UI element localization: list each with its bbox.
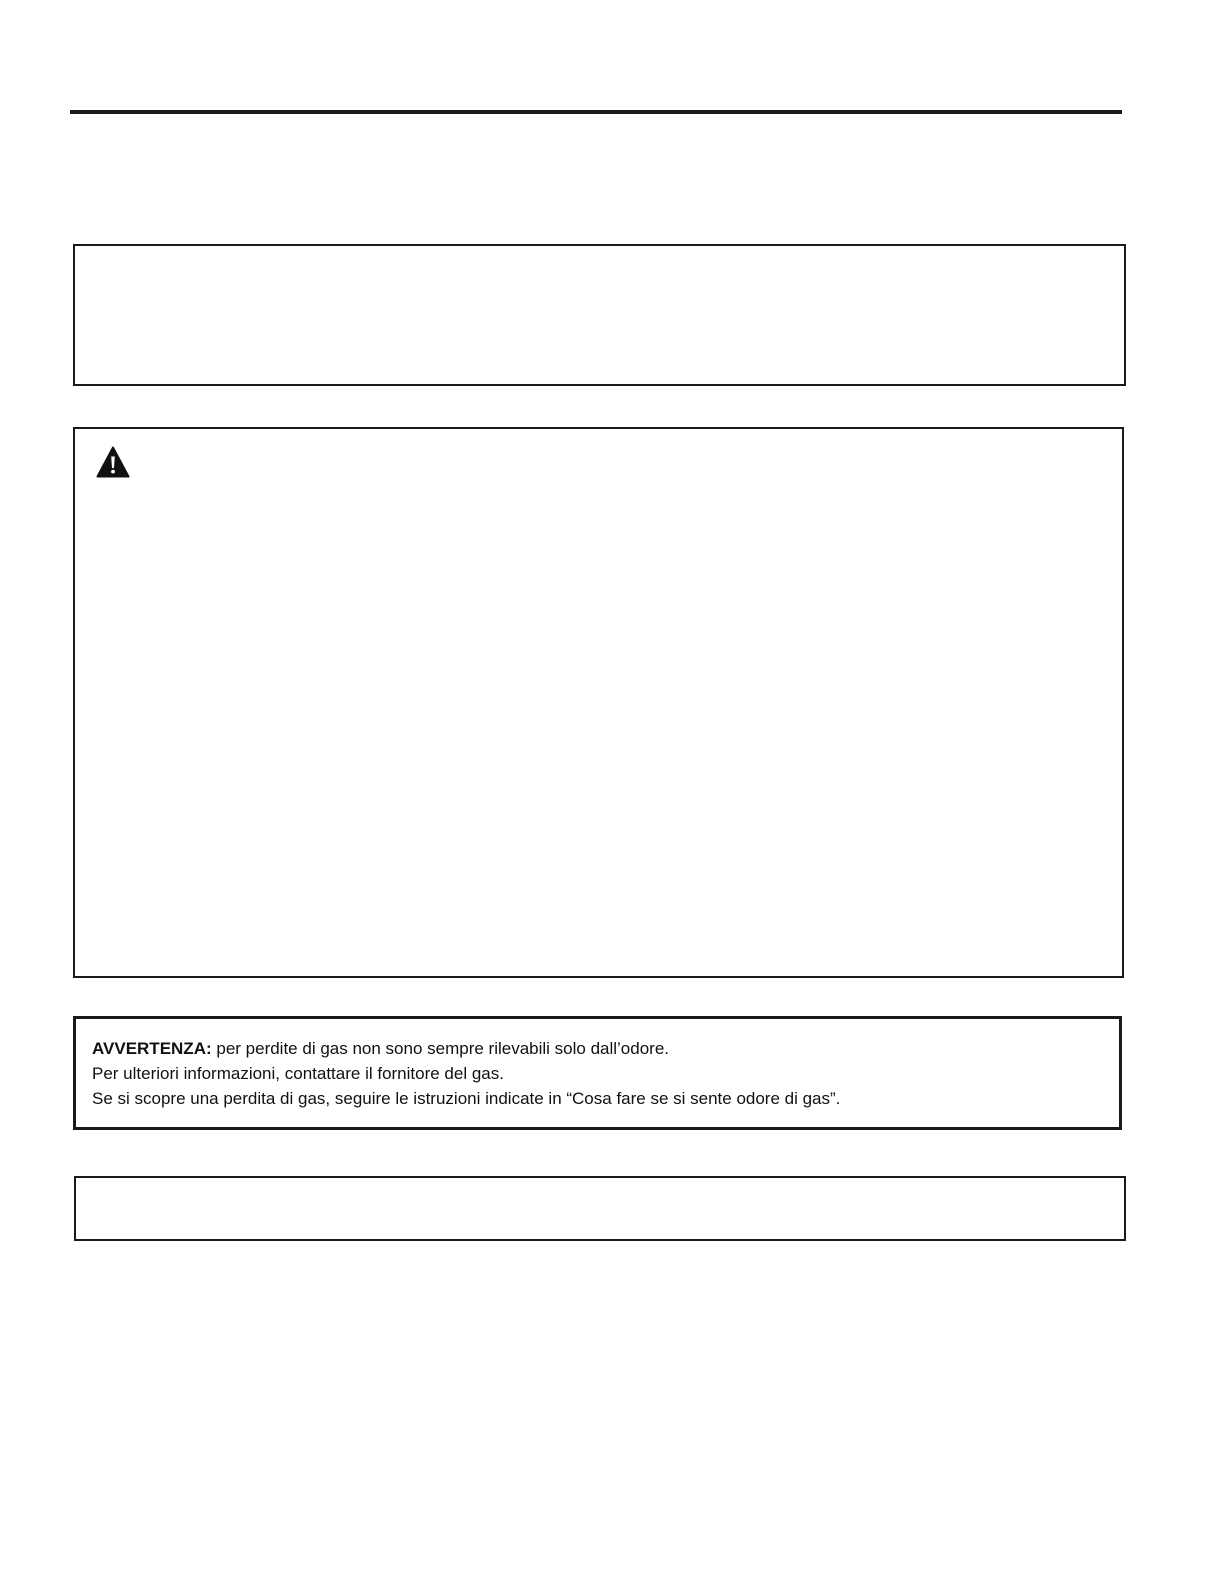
empty-info-box (73, 244, 1126, 386)
warning-triangle-icon (96, 446, 130, 478)
notice-line-2: Per ulteriori informazioni, contattare il fornitore del gas. (92, 1064, 504, 1083)
notice-line-1 (92, 1036, 1119, 1061)
notice-label: AVVERTENZA: (92, 1039, 212, 1058)
header-rule (70, 110, 1122, 114)
safety-warning-box (73, 427, 1124, 978)
empty-footer-box (74, 1176, 1126, 1241)
notice-line-3: Se si scopre una perdita di gas, seguire le istruzioni indicate in “Cosa fare se si sente odore di gas”. (92, 1089, 841, 1108)
notice-line-1-text: per perdite di gas non sono sempre rilevabili solo dall’odore. (211, 1039, 670, 1058)
gas-leak-warning-notice (73, 1016, 1122, 1130)
